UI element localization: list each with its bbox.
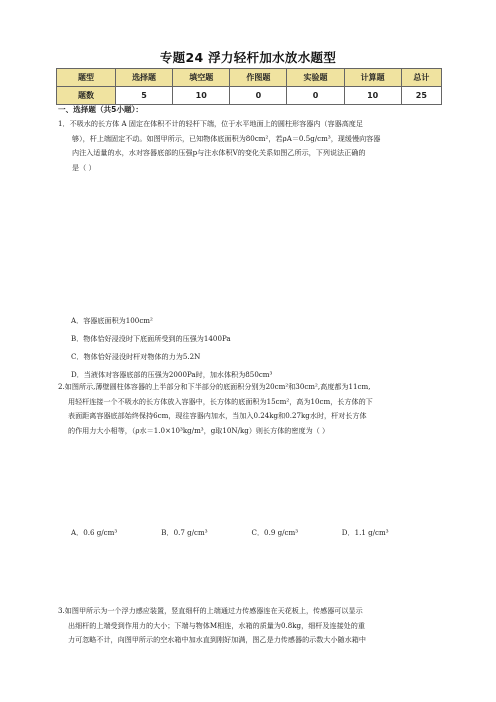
question-line: 1．不吸水的长方体 A 固定在体积不计的轻杆下端，位于水平地面上的圆柱形容器内（容器高度足 [58, 119, 363, 128]
table-header-cell: 填空题 [173, 69, 230, 87]
section-heading: 一、选择题（共5小题）： [58, 105, 144, 114]
table-cell: 5 [116, 87, 173, 105]
question-line: 用轻杆连接一个不吸水的长方体放入容器中，长方体的底面积为15cm²，高为10cm，长方体的下 [68, 396, 373, 406]
question-3-text [58, 604, 444, 648]
option-c: C．物体恰好浸没时杆对物体的力为5.2N [71, 352, 201, 361]
option-b: B．0.7 g/cm³ [161, 528, 208, 537]
table-header-cell: 题型 [57, 69, 116, 87]
question-2-text [58, 380, 444, 439]
table-cell: 10 [344, 87, 401, 105]
option-c: C．0.9 g/cm³ [251, 528, 299, 537]
option-a: A．容器底面积为100cm² [71, 316, 153, 325]
question-line: 力可忽略不计，向图甲所示的空水箱中加水直到刚好加满，图乙是力传感器的示数大小随水箱中 [68, 635, 366, 645]
table-header-cell: 总计 [401, 69, 441, 87]
question-line: 出细杆的上端受到作用力的大小；下端与物体M相连，水箱的质量为0.8kg，细杆及连接处的重 [68, 620, 365, 630]
question-line: 够），杆上端固定不动。如图甲所示，已知物体底面积为80cm²，若ρA＝0.5g/cm³，现缓慢向容器 [72, 133, 381, 143]
table-header-cell: 计算题 [344, 69, 401, 87]
question-1-text [58, 117, 444, 176]
question-line: 内注入适量的水，水对容器底部的压强p与注水体积V的变化关系如图乙所示，下列说法正确的 [72, 148, 366, 158]
table-header-row [57, 69, 442, 87]
question-line: 是（ ） [72, 163, 96, 173]
question-line: 3.如图甲所示为一个浮力感应装置，竖直细杆的上端通过力传感器连在天花板上，传感器可以显示 [58, 606, 363, 615]
option-d: D．1.1 g/cm³ [341, 528, 389, 537]
option-a: A．0.6 g/cm³ [71, 528, 118, 537]
table-cell: 0 [287, 87, 344, 105]
page-title: 专题24 浮力轻杆加水放水题型 [159, 50, 337, 65]
table-cell: 10 [173, 87, 230, 105]
option-b: B．物体恰好浸没时下底面所受到的压强为1400Pa [71, 334, 231, 343]
question-line: 表面距离容器底部始终保持6cm，现往容器内加水，当加入0.24kg和0.27kg水时，杆对长方体 [68, 411, 367, 421]
table-row [57, 87, 442, 105]
question-summary-table [56, 68, 442, 105]
question-2-options [71, 528, 441, 538]
question-line: 2.如图所示,薄壁圆柱体容器的上半部分和下半部分的底面积分别为20cm²和30cm²,高度都为11cm, [58, 382, 371, 391]
table-cell: 0 [230, 87, 287, 105]
table-header-cell: 作图题 [230, 69, 287, 87]
question-line: 的作用力大小相等，（ρ水＝1.0×10³kg/m³，g取10N/kg）则长方体的密度为（ ） [68, 426, 330, 436]
table-header-cell: 选择题 [116, 69, 173, 87]
table-cell: 题数 [57, 87, 116, 105]
option-d: D．当液体对容器底部的压强为2000Pa时，加水体积为850cm³ [71, 370, 273, 379]
table-cell: 25 [401, 87, 441, 105]
table-header-cell: 实验题 [287, 69, 344, 87]
